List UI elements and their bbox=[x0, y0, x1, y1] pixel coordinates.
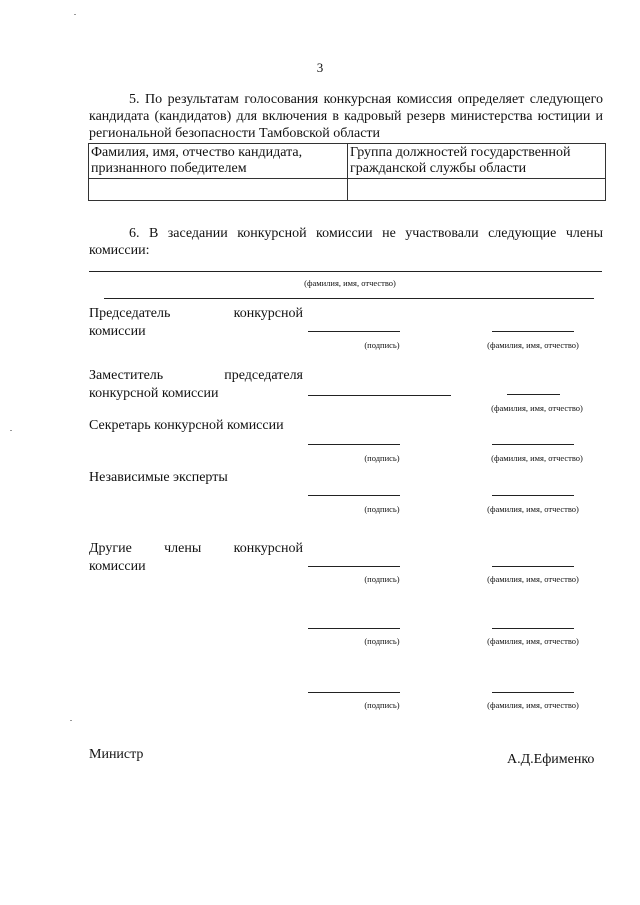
secretary-signature-line bbox=[308, 444, 400, 445]
chairman-signature-caption: (подпись) bbox=[364, 340, 400, 350]
results-table bbox=[88, 143, 606, 201]
minister-name: А.Д.Ефименко bbox=[507, 752, 595, 767]
other-2-name-caption: (фамилия, имя, отчество) bbox=[487, 636, 579, 646]
secretary-name-line bbox=[492, 444, 574, 445]
secretary-name-caption: (фамилия, имя, отчество) bbox=[491, 453, 583, 463]
table-cell-candidate bbox=[89, 179, 348, 201]
absent-members-line-2 bbox=[104, 298, 594, 299]
section-5-text: По результатам голосования конкурсная комиссия определяет следующего кандидата (кандидатов) для включения в кадровый резерв министерства юстиции и региональной безопасности Тамбовской области bbox=[89, 92, 603, 141]
experts-name-line bbox=[492, 495, 574, 496]
table-header-row bbox=[89, 144, 606, 179]
experts-label: Независимые эксперты bbox=[89, 470, 228, 485]
secretary-signature-caption: (подпись) bbox=[364, 453, 400, 463]
minister-label: Министр bbox=[89, 747, 144, 762]
page-number: 3 bbox=[316, 60, 324, 75]
other-3-signature-line bbox=[308, 692, 400, 693]
other-1-signature-line bbox=[308, 566, 400, 567]
other-2-signature-caption: (подпись) bbox=[364, 636, 400, 646]
experts-name-caption: (фамилия, имя, отчество) bbox=[487, 504, 579, 514]
section-5-paragraph bbox=[89, 91, 603, 142]
other-3-name-caption: (фамилия, имя, отчество) bbox=[487, 700, 579, 710]
other-2-signature-line bbox=[308, 628, 400, 629]
other-1-name-caption: (фамилия, имя, отчество) bbox=[487, 574, 579, 584]
other-2-name-line bbox=[492, 628, 574, 629]
other-1-name-line bbox=[492, 566, 574, 567]
chairman-name-caption: (фамилия, имя, отчество) bbox=[487, 340, 579, 350]
absent-members-caption: (фамилия, имя, отчество) bbox=[304, 278, 396, 288]
deputy-name-line bbox=[507, 394, 560, 395]
other-members-label: Другие члены конкурсной комиссии bbox=[89, 541, 303, 574]
absent-members-line bbox=[89, 271, 602, 272]
scan-speck bbox=[74, 14, 76, 15]
deputy-chairman-label: Заместитель председателя конкурсной комиссии bbox=[89, 368, 303, 401]
experts-signature-caption: (подпись) bbox=[364, 504, 400, 514]
chairman-signature-line bbox=[308, 331, 400, 332]
chairman-name-line bbox=[492, 331, 574, 332]
secretary-label: Секретарь конкурсной комиссии bbox=[89, 418, 284, 433]
other-3-name-line bbox=[492, 692, 574, 693]
scan-speck bbox=[70, 720, 72, 721]
chairman-label: Председатель конкурсной комиссии bbox=[89, 306, 303, 339]
table-cell-group bbox=[348, 179, 606, 201]
table-row bbox=[89, 179, 606, 201]
header-candidate-name: Фамилия, имя, отчество кандидата, признанного победителем bbox=[89, 144, 348, 179]
section-6-paragraph bbox=[89, 225, 603, 259]
section-6-number: 6. bbox=[129, 226, 140, 241]
section-5-number: 5. bbox=[129, 92, 140, 107]
experts-signature-line bbox=[308, 495, 400, 496]
header-position-group: Группа должностей государственной гражданской службы области bbox=[348, 144, 606, 179]
other-1-signature-caption: (подпись) bbox=[364, 574, 400, 584]
other-3-signature-caption: (подпись) bbox=[364, 700, 400, 710]
deputy-signature-line bbox=[308, 395, 451, 396]
deputy-name-caption: (фамилия, имя, отчество) bbox=[491, 403, 583, 413]
scan-speck bbox=[10, 430, 12, 431]
section-6-text: В заседании конкурсной комиссии не участвовали следующие члены комиссии: bbox=[89, 226, 603, 258]
